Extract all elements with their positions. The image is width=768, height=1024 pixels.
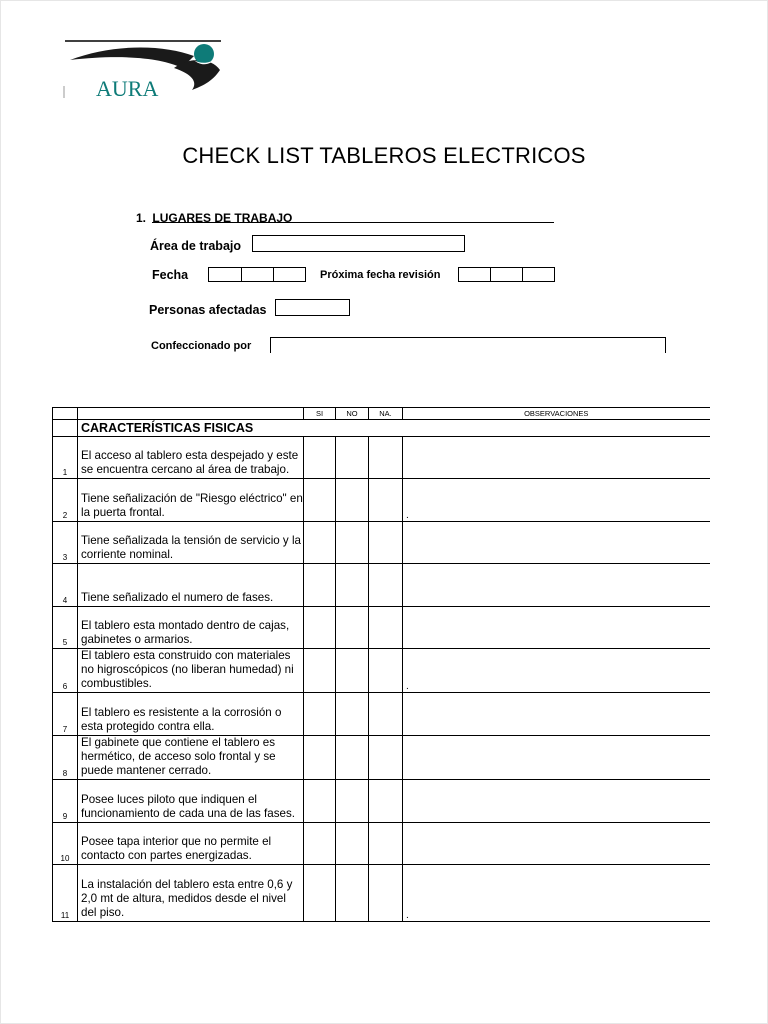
header-na: NA. — [369, 408, 403, 420]
row-number: 4 — [53, 564, 78, 607]
proxima-month-field[interactable] — [490, 267, 523, 282]
fecha-day-field[interactable] — [208, 267, 242, 282]
checklist-row — [53, 564, 710, 607]
na-checkbox-cell[interactable] — [369, 649, 403, 693]
fecha-label: Fecha — [152, 268, 189, 282]
header-desc-cell — [78, 408, 304, 420]
na-checkbox-cell[interactable] — [369, 479, 403, 522]
no-checkbox-cell[interactable] — [336, 780, 369, 823]
observaciones-cell[interactable] — [403, 607, 710, 649]
observaciones-cell[interactable] — [403, 736, 710, 780]
row-description: Tiene señalización de "Riesgo eléctrico" en la puerta frontal. — [78, 479, 304, 522]
header-si: SI — [304, 408, 336, 420]
observaciones-cell[interactable] — [403, 522, 710, 564]
proxima-year-field[interactable] — [522, 267, 555, 282]
na-checkbox-cell[interactable] — [369, 437, 403, 479]
category-title: CARACTERÍSTICAS FISICAS — [78, 420, 710, 437]
personas-label: Personas afectadas — [149, 303, 267, 317]
row-description: El tablero esta montado dentro de cajas, gabinetes o armarios. — [78, 607, 304, 649]
si-checkbox-cell[interactable] — [304, 564, 336, 607]
row-description: Tiene señalizado el numero de fases. — [78, 564, 304, 607]
checklist-row — [53, 865, 710, 922]
row-description: Posee luces piloto que indiquen el funcionamiento de cada una de las fases. — [78, 780, 304, 823]
row-description: El tablero es resistente a la corrosión o esta protegido contra ella. — [78, 693, 304, 736]
observaciones-cell[interactable] — [403, 780, 710, 823]
checklist-row — [53, 823, 710, 865]
row-number: 6 — [53, 649, 78, 693]
observaciones-cell[interactable] — [403, 693, 710, 736]
section-underline — [152, 222, 554, 223]
row-number: 3 — [53, 522, 78, 564]
observaciones-cell[interactable]: . — [403, 865, 710, 922]
row-number: 2 — [53, 479, 78, 522]
observaciones-cell[interactable] — [403, 564, 710, 607]
no-checkbox-cell[interactable] — [336, 522, 369, 564]
proxima-day-field[interactable] — [458, 267, 491, 282]
observaciones-cell[interactable] — [403, 437, 710, 479]
no-checkbox-cell[interactable] — [336, 564, 369, 607]
header-observaciones: OBSERVACIONES — [403, 408, 710, 420]
personas-field[interactable] — [275, 299, 350, 316]
si-checkbox-cell[interactable] — [304, 693, 336, 736]
observaciones-cell[interactable] — [403, 823, 710, 865]
checklist-row — [53, 437, 710, 479]
no-checkbox-cell[interactable] — [336, 479, 369, 522]
observaciones-cell[interactable]: . — [403, 479, 710, 522]
checklist-row — [53, 607, 710, 649]
row-number: 9 — [53, 780, 78, 823]
no-checkbox-cell[interactable] — [336, 823, 369, 865]
confeccionado-label: Confeccionado por — [151, 340, 252, 352]
si-checkbox-cell[interactable] — [304, 649, 336, 693]
section-title: LUGARES DE TRABAJO — [152, 211, 293, 225]
row-number: 5 — [53, 607, 78, 649]
header-no: NO — [336, 408, 369, 420]
na-checkbox-cell[interactable] — [369, 736, 403, 780]
proxima-label: Próxima fecha revisión — [320, 269, 441, 281]
no-checkbox-cell[interactable] — [336, 607, 369, 649]
row-number: 1 — [53, 437, 78, 479]
si-checkbox-cell[interactable] — [304, 479, 336, 522]
row-number: 7 — [53, 693, 78, 736]
row-number: 10 — [53, 823, 78, 865]
checklist-row — [53, 780, 710, 823]
si-checkbox-cell[interactable] — [304, 780, 336, 823]
no-checkbox-cell[interactable] — [336, 649, 369, 693]
checklist-row — [53, 649, 710, 693]
si-checkbox-cell[interactable] — [304, 522, 336, 564]
row-number: 11 — [53, 865, 78, 922]
row-description: El acceso al tablero esta despejado y este se encuentra cercano al área de trabajo. — [78, 437, 304, 479]
checklist-row — [53, 693, 710, 736]
observaciones-cell[interactable]: . — [403, 649, 710, 693]
category-num-cell — [53, 420, 78, 437]
header-num-cell — [53, 408, 78, 420]
na-checkbox-cell[interactable] — [369, 522, 403, 564]
fecha-year-field[interactable] — [273, 267, 306, 282]
si-checkbox-cell[interactable] — [304, 736, 336, 780]
si-checkbox-cell[interactable] — [304, 437, 336, 479]
logo-text: AURA — [96, 76, 159, 100]
checklist-row — [53, 479, 710, 522]
si-checkbox-cell[interactable] — [304, 865, 336, 922]
row-description: La instalación del tablero esta entre 0,6 y 2,0 mt de altura, medidos desde el nivel del piso. — [78, 865, 304, 922]
no-checkbox-cell[interactable] — [336, 437, 369, 479]
area-field[interactable] — [252, 235, 465, 252]
na-checkbox-cell[interactable] — [369, 780, 403, 823]
no-checkbox-cell[interactable] — [336, 693, 369, 736]
na-checkbox-cell[interactable] — [369, 564, 403, 607]
no-checkbox-cell[interactable] — [336, 736, 369, 780]
no-checkbox-cell[interactable] — [336, 865, 369, 922]
row-description: El tablero esta construido con materiales no higroscópicos (no liberan humedad) ni combustibles. — [78, 649, 304, 693]
row-description: Tiene señalizada la tensión de servicio y la corriente nominal. — [78, 522, 304, 564]
checklist-row — [53, 736, 710, 780]
table-header-row — [53, 408, 710, 420]
na-checkbox-cell[interactable] — [369, 693, 403, 736]
aura-logo — [62, 38, 226, 100]
na-checkbox-cell[interactable] — [369, 607, 403, 649]
si-checkbox-cell[interactable] — [304, 823, 336, 865]
checklist-table — [52, 407, 710, 922]
checklist-row — [53, 522, 710, 564]
section-number: 1. — [136, 211, 147, 225]
area-label: Área de trabajo — [150, 239, 242, 253]
row-number: 8 — [53, 736, 78, 780]
row-description: El gabinete que contiene el tablero es hermético, de acceso solo frontal y se puede mantener cerrado. — [78, 736, 304, 780]
category-row — [53, 420, 710, 437]
row-description: Posee tapa interior que no permite el contacto con partes energizadas. — [78, 823, 304, 865]
na-checkbox-cell[interactable] — [369, 823, 403, 865]
na-checkbox-cell[interactable] — [369, 865, 403, 922]
confeccionado-field[interactable] — [270, 337, 666, 353]
si-checkbox-cell[interactable] — [304, 607, 336, 649]
document-title: CHECK LIST TABLEROS ELECTRICOS — [182, 143, 586, 168]
fecha-month-field[interactable] — [241, 267, 274, 282]
